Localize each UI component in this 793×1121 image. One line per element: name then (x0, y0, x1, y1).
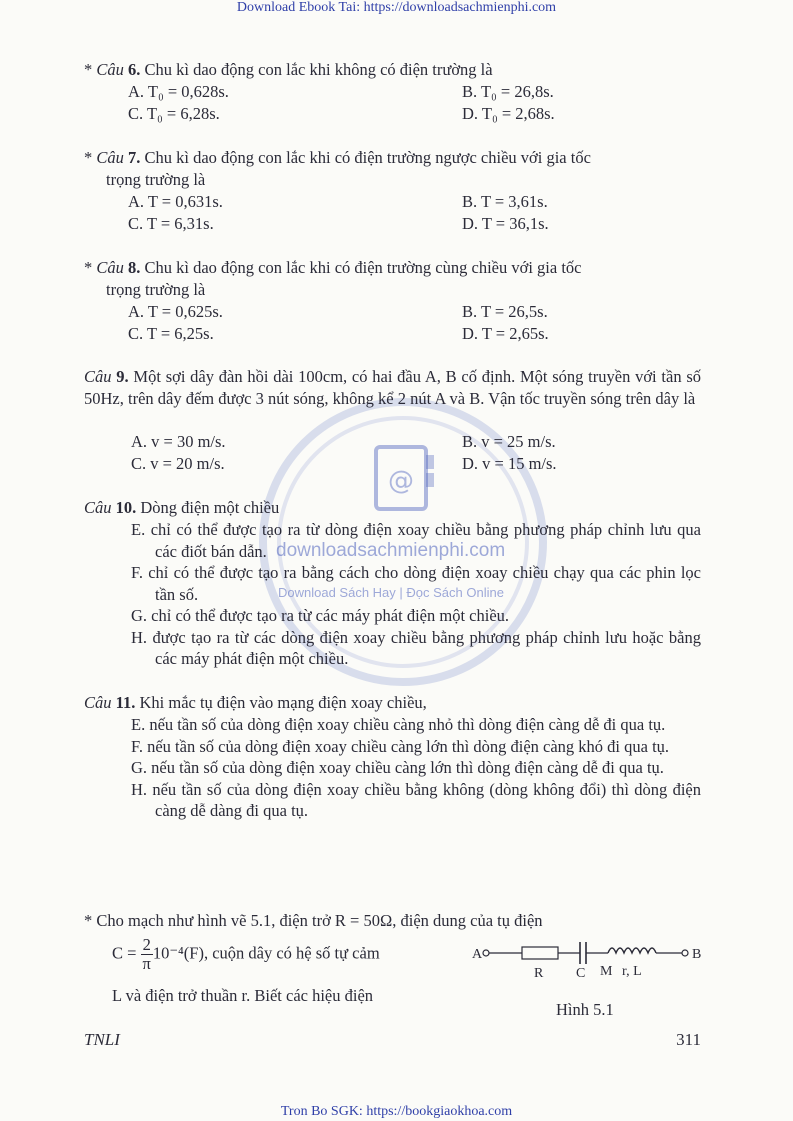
q6-option-c: C. T₀ = 6,28s. (128, 104, 220, 123)
q9-option-c: C. v = 20 m/s. (131, 454, 225, 473)
q7-option-d: D. T = 36,1s. (462, 214, 549, 233)
question-9 (84, 366, 701, 410)
capacitance-formula (112, 936, 452, 973)
q10-option-f: F. chỉ có thể được tạo ra bằng cách cho dòng điện xoay chiều chạy qua các phin lọc tần số. (131, 563, 701, 604)
footer-code: TNLI (84, 1030, 120, 1049)
q11-option-e: E. nếu tần số của dòng điện xoay chiều càng nhỏ thì dòng điện càng dễ đi qua tụ. (131, 715, 666, 734)
q6-option-b: B. T₀ = 26,8s. (462, 82, 554, 101)
question-6-stem: * Câu 6. Chu kì dao động con lắc khi không có điện trường là (84, 60, 493, 79)
q6-option-a: A. T₀ = 0,628s. (128, 82, 229, 101)
question-8-stem-cont: trọng trường là (106, 280, 206, 299)
question-7 (84, 147, 704, 191)
circuit-label-rl: r, L (622, 964, 642, 979)
resistor-symbol (522, 947, 558, 959)
circuit-label-r: R (534, 966, 544, 981)
circuit-label-c: C (576, 966, 586, 981)
q10-option-e: E. chỉ có thể được tạo ra từ dòng điện xoay chiều bằng phương pháp chỉnh lưu qua các điốt bán dẫn. (131, 520, 701, 561)
q8-option-d: D. T = 2,65s. (462, 324, 549, 343)
fraction (141, 936, 153, 973)
question-11-stem: Câu 11. Khi mắc tụ điện vào mạng điện xoay chiều, (84, 693, 427, 712)
circuit-label-a: A (472, 947, 483, 962)
fraction-numerator: 2 (142, 935, 151, 954)
figure-caption: Hình 5.1 (556, 1000, 614, 1019)
q9-option-a: A. v = 30 m/s. (131, 432, 226, 451)
fraction-denominator: π (142, 954, 151, 973)
q11-option-f: F. nếu tần số của dòng điện xoay chiều càng lớn thì dòng điện càng khó đi qua tụ. (131, 736, 670, 756)
q6-option-d: D. T₀ = 2,68s. (462, 104, 555, 123)
question-8-stem: * Câu 8. Chu kì dao động con lắc khi có điện trường cùng chiều với gia tốc (84, 258, 582, 277)
inductor-symbol (608, 948, 656, 953)
svg-text:@: @ (388, 466, 414, 496)
q7-option-c: C. T = 6,31s. (128, 214, 214, 233)
q8-option-a: A. T = 0,625s. (128, 302, 223, 321)
question-10-stem: Câu 10. Dòng điện một chiều (84, 498, 280, 517)
question-11 (84, 692, 704, 714)
q7-option-b: B. T = 3,61s. (462, 192, 548, 211)
footer-sgk-link[interactable]: Tron Bo SGK: https://bookgiaokhoa.com (280, 1104, 513, 1119)
q8-option-b: B. T = 26,5s. (462, 302, 548, 321)
q11-option-h: H. nếu tần số của dòng điện xoay chiều bằng không (dòng không đổi) thì dòng điện càng dễ dàng đi qua tụ. (131, 779, 701, 820)
question-7-stem-cont: trọng trường là (106, 170, 206, 189)
q11-option-g: G. nếu tần số của dòng điện xoay chiều càng lớn thì dòng điện càng dễ đi qua tụ. (131, 758, 664, 777)
question-7-stem: * Câu 7. Chu kì dao động con lắc khi có điện trường ngược chiều với gia tốc (84, 148, 591, 167)
circuit-problem-line1: * Cho mạch như hình vẽ 5.1, điện trở R = 50Ω, điện dung của tụ điện (84, 911, 543, 930)
circuit-label-m: M (600, 964, 613, 979)
capacitance-prefix: C = (112, 943, 141, 963)
circuit-label-b: B (692, 947, 702, 962)
question-10 (84, 497, 704, 519)
watermark-site: downloadsachmienphi.com (276, 540, 506, 561)
watermark-tagline: Download Sách Hay | Đọc Sách Online (278, 585, 504, 600)
circuit-diagram (470, 935, 710, 985)
header-download-link[interactable]: Download Ebook Tai: https://downloadsachmienphi.com (236, 0, 557, 15)
question-8 (84, 257, 704, 301)
q7-option-a: A. T = 0,631s. (128, 192, 223, 211)
question-6 (84, 59, 704, 81)
q11-answers (131, 714, 701, 822)
capacitance-suffix: 10⁻⁴(F), cuộn dây có hệ số tự cảm (152, 943, 380, 963)
q10-option-g: G. chỉ có thể được tạo ra từ các máy phát điện một chiều. (131, 606, 510, 625)
q9-option-d: D. v = 15 m/s. (462, 454, 557, 473)
q10-option-h: H. được tạo ra từ các dòng điện xoay chiều bằng phương pháp chỉnh lưu hoặc bằng các máy phát điện một chiều. (131, 627, 701, 668)
q10-answers (131, 519, 701, 670)
question-9-stem: Câu 9. Một sợi dây đàn hồi dài 100cm, có hai đầu A, B cố định. Một sóng truyền với tần số 50Hz, trên dây đếm được 3 nút sóng, không kể 2 nút A và B. Vận tốc truyền sóng trên dây là (84, 367, 701, 408)
q8-option-c: C. T = 6,25s. (128, 324, 214, 343)
circuit-problem-line3: L và điện trở thuần r. Biết các hiệu điện (112, 986, 374, 1005)
q9-option-b: B. v = 25 m/s. (462, 432, 556, 451)
page-number: 311 (676, 1030, 701, 1049)
